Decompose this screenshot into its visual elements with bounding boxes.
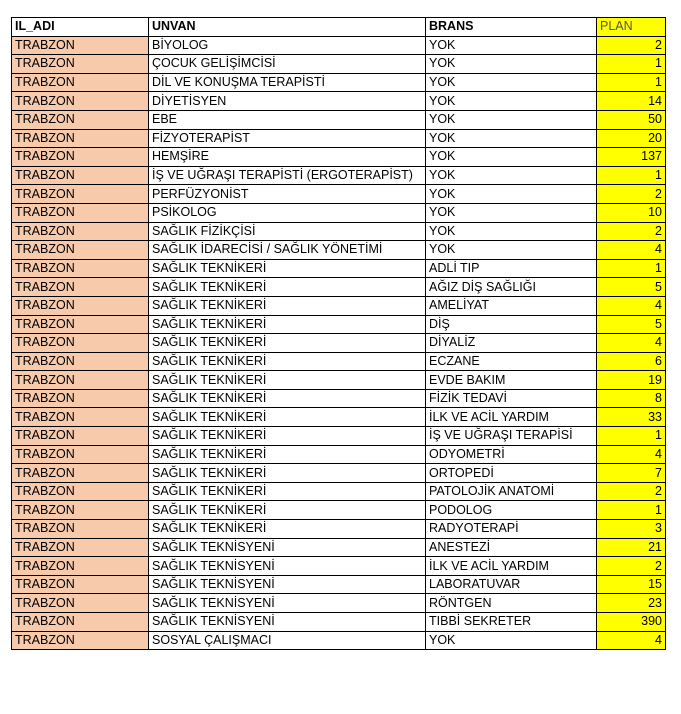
cell-unvan: SAĞLIK TEKNİKERİ — [149, 334, 426, 353]
cell-plan: 2 — [597, 557, 666, 576]
cell-plan: 2 — [597, 222, 666, 241]
cell-brans: LABORATUVAR — [426, 575, 597, 594]
table-row — [12, 166, 666, 185]
cell-brans: ECZANE — [426, 352, 597, 371]
cell-plan: 1 — [597, 501, 666, 520]
cell-il-adi: TRABZON — [12, 613, 149, 632]
cell-plan: 390 — [597, 613, 666, 632]
cell-brans: YOK — [426, 631, 597, 650]
table-body — [12, 36, 666, 650]
table-row — [12, 557, 666, 576]
cell-unvan: SAĞLIK TEKNİKERİ — [149, 427, 426, 446]
cell-unvan: İŞ VE UĞRAŞI TERAPİSTİ (ERGOTERAPİST) — [149, 166, 426, 185]
cell-il-adi: TRABZON — [12, 278, 149, 297]
cell-unvan: SAĞLIK TEKNİSYENİ — [149, 594, 426, 613]
cell-brans: ORTOPEDİ — [426, 464, 597, 483]
cell-plan: 8 — [597, 389, 666, 408]
cell-plan: 21 — [597, 538, 666, 557]
cell-unvan: SAĞLIK TEKNİKERİ — [149, 352, 426, 371]
cell-il-adi: TRABZON — [12, 166, 149, 185]
cell-il-adi: TRABZON — [12, 557, 149, 576]
cell-il-adi: TRABZON — [12, 334, 149, 353]
cell-unvan: PERFÜZYONİST — [149, 185, 426, 204]
table-row — [12, 334, 666, 353]
cell-unvan: FİZYOTERAPİST — [149, 129, 426, 148]
cell-unvan: SAĞLIK TEKNİKERİ — [149, 296, 426, 315]
cell-plan: 23 — [597, 594, 666, 613]
cell-unvan: SAĞLIK TEKNİKERİ — [149, 520, 426, 539]
cell-plan: 1 — [597, 73, 666, 92]
table-row — [12, 110, 666, 129]
cell-brans: PODOLOG — [426, 501, 597, 520]
table-row — [12, 631, 666, 650]
table-row — [12, 222, 666, 241]
cell-plan: 1 — [597, 55, 666, 74]
cell-il-adi: TRABZON — [12, 538, 149, 557]
cell-il-adi: TRABZON — [12, 389, 149, 408]
cell-unvan: SAĞLIK TEKNİSYENİ — [149, 613, 426, 632]
table-row — [12, 427, 666, 446]
cell-plan: 4 — [597, 296, 666, 315]
table-row — [12, 259, 666, 278]
cell-brans: YOK — [426, 185, 597, 204]
cell-il-adi: TRABZON — [12, 259, 149, 278]
cell-unvan: SAĞLIK TEKNİKERİ — [149, 371, 426, 390]
cell-plan: 1 — [597, 259, 666, 278]
cell-unvan: SAĞLIK TEKNİKERİ — [149, 389, 426, 408]
cell-il-adi: TRABZON — [12, 203, 149, 222]
cell-brans: YOK — [426, 73, 597, 92]
header-brans: BRANS — [426, 18, 597, 37]
cell-brans: ANESTEZİ — [426, 538, 597, 557]
cell-plan: 4 — [597, 334, 666, 353]
cell-brans: YOK — [426, 148, 597, 167]
cell-il-adi: TRABZON — [12, 148, 149, 167]
cell-unvan: SAĞLIK FİZİKÇİSİ — [149, 222, 426, 241]
cell-unvan: ÇOCUK GELİŞİMCİSİ — [149, 55, 426, 74]
cell-unvan: SAĞLIK TEKNİKERİ — [149, 482, 426, 501]
table-row — [12, 241, 666, 260]
table-row — [12, 73, 666, 92]
cell-il-adi: TRABZON — [12, 371, 149, 390]
cell-il-adi: TRABZON — [12, 222, 149, 241]
table-row — [12, 538, 666, 557]
cell-il-adi: TRABZON — [12, 55, 149, 74]
cell-plan: 19 — [597, 371, 666, 390]
cell-plan: 2 — [597, 36, 666, 55]
table-row — [12, 464, 666, 483]
cell-plan: 33 — [597, 408, 666, 427]
cell-unvan: SOSYAL ÇALIŞMACI — [149, 631, 426, 650]
cell-unvan: SAĞLIK TEKNİKERİ — [149, 464, 426, 483]
cell-plan: 5 — [597, 315, 666, 334]
table-row — [12, 613, 666, 632]
table-row — [12, 315, 666, 334]
cell-unvan: SAĞLIK TEKNİKERİ — [149, 445, 426, 464]
cell-unvan: DİL VE KONUŞMA TERAPİSTİ — [149, 73, 426, 92]
cell-il-adi: TRABZON — [12, 315, 149, 334]
cell-il-adi: TRABZON — [12, 427, 149, 446]
cell-unvan: PSİKOLOG — [149, 203, 426, 222]
cell-il-adi: TRABZON — [12, 520, 149, 539]
cell-plan: 4 — [597, 241, 666, 260]
cell-brans: YOK — [426, 166, 597, 185]
table-row — [12, 296, 666, 315]
cell-brans: DİŞ — [426, 315, 597, 334]
cell-il-adi: TRABZON — [12, 352, 149, 371]
cell-brans: YOK — [426, 241, 597, 260]
cell-brans: YOK — [426, 222, 597, 241]
cell-plan: 6 — [597, 352, 666, 371]
cell-brans: ADLİ TIP — [426, 259, 597, 278]
table-row — [12, 482, 666, 501]
cell-unvan: SAĞLIK TEKNİKERİ — [149, 408, 426, 427]
table-row — [12, 36, 666, 55]
cell-unvan: EBE — [149, 110, 426, 129]
table-row — [12, 55, 666, 74]
table-row — [12, 278, 666, 297]
cell-brans: İLK VE ACİL YARDIM — [426, 557, 597, 576]
header-plan: PLAN — [597, 18, 666, 37]
table-row — [12, 129, 666, 148]
table-row — [12, 371, 666, 390]
cell-plan: 15 — [597, 575, 666, 594]
cell-brans: RADYOTERAPİ — [426, 520, 597, 539]
cell-brans: İLK VE ACİL YARDIM — [426, 408, 597, 427]
cell-il-adi: TRABZON — [12, 408, 149, 427]
cell-il-adi: TRABZON — [12, 482, 149, 501]
table-row — [12, 148, 666, 167]
cell-il-adi: TRABZON — [12, 36, 149, 55]
cell-plan: 3 — [597, 520, 666, 539]
cell-il-adi: TRABZON — [12, 296, 149, 315]
header-row — [12, 18, 666, 37]
cell-il-adi: TRABZON — [12, 73, 149, 92]
cell-plan: 5 — [597, 278, 666, 297]
cell-unvan: DİYETİSYEN — [149, 92, 426, 111]
cell-plan: 137 — [597, 148, 666, 167]
table-row — [12, 575, 666, 594]
table-row — [12, 501, 666, 520]
table-row — [12, 92, 666, 111]
cell-plan: 20 — [597, 129, 666, 148]
cell-il-adi: TRABZON — [12, 129, 149, 148]
cell-brans: RÖNTGEN — [426, 594, 597, 613]
cell-unvan: SAĞLIK TEKNİKERİ — [149, 259, 426, 278]
cell-il-adi: TRABZON — [12, 185, 149, 204]
table-row — [12, 594, 666, 613]
cell-il-adi: TRABZON — [12, 445, 149, 464]
staffing-table — [11, 17, 666, 650]
table-row — [12, 520, 666, 539]
cell-brans: TIBBİ SEKRETER — [426, 613, 597, 632]
header-il-adi: IL_ADI — [12, 18, 149, 37]
table-row — [12, 185, 666, 204]
cell-brans: YOK — [426, 36, 597, 55]
cell-il-adi: TRABZON — [12, 594, 149, 613]
table-row — [12, 408, 666, 427]
cell-plan: 1 — [597, 166, 666, 185]
cell-unvan: SAĞLIK TEKNİSYENİ — [149, 557, 426, 576]
cell-plan: 4 — [597, 631, 666, 650]
cell-brans: FİZİK TEDAVİ — [426, 389, 597, 408]
cell-plan: 4 — [597, 445, 666, 464]
cell-brans: AMELİYAT — [426, 296, 597, 315]
cell-brans: YOK — [426, 92, 597, 111]
cell-il-adi: TRABZON — [12, 631, 149, 650]
cell-plan: 10 — [597, 203, 666, 222]
cell-brans: YOK — [426, 203, 597, 222]
cell-plan: 14 — [597, 92, 666, 111]
table-row — [12, 203, 666, 222]
cell-il-adi: TRABZON — [12, 110, 149, 129]
table-row — [12, 389, 666, 408]
table-row — [12, 445, 666, 464]
cell-il-adi: TRABZON — [12, 501, 149, 520]
cell-unvan: HEMŞİRE — [149, 148, 426, 167]
cell-unvan: SAĞLIK TEKNİSYENİ — [149, 575, 426, 594]
cell-brans: AĞIZ DİŞ SAĞLIĞI — [426, 278, 597, 297]
cell-plan: 7 — [597, 464, 666, 483]
cell-unvan: SAĞLIK TEKNİSYENİ — [149, 538, 426, 557]
cell-brans: DİYALİZ — [426, 334, 597, 353]
cell-unvan: SAĞLIK TEKNİKERİ — [149, 278, 426, 297]
cell-brans: YOK — [426, 129, 597, 148]
cell-il-adi: TRABZON — [12, 464, 149, 483]
cell-brans: İŞ VE UĞRAŞI TERAPİSİ — [426, 427, 597, 446]
cell-brans: PATOLOJİK ANATOMİ — [426, 482, 597, 501]
header-unvan: UNVAN — [149, 18, 426, 37]
cell-plan: 1 — [597, 427, 666, 446]
cell-unvan: SAĞLIK İDARECİSİ / SAĞLIK YÖNETİMİ — [149, 241, 426, 260]
cell-il-adi: TRABZON — [12, 575, 149, 594]
cell-unvan: SAĞLIK TEKNİKERİ — [149, 315, 426, 334]
cell-plan: 2 — [597, 482, 666, 501]
cell-brans: EVDE BAKIM — [426, 371, 597, 390]
cell-brans: YOK — [426, 55, 597, 74]
cell-brans: ODYOMETRİ — [426, 445, 597, 464]
cell-unvan: SAĞLIK TEKNİKERİ — [149, 501, 426, 520]
cell-plan: 2 — [597, 185, 666, 204]
table-row — [12, 352, 666, 371]
cell-unvan: BİYOLOG — [149, 36, 426, 55]
cell-brans: YOK — [426, 110, 597, 129]
cell-il-adi: TRABZON — [12, 241, 149, 260]
cell-il-adi: TRABZON — [12, 92, 149, 111]
cell-plan: 50 — [597, 110, 666, 129]
